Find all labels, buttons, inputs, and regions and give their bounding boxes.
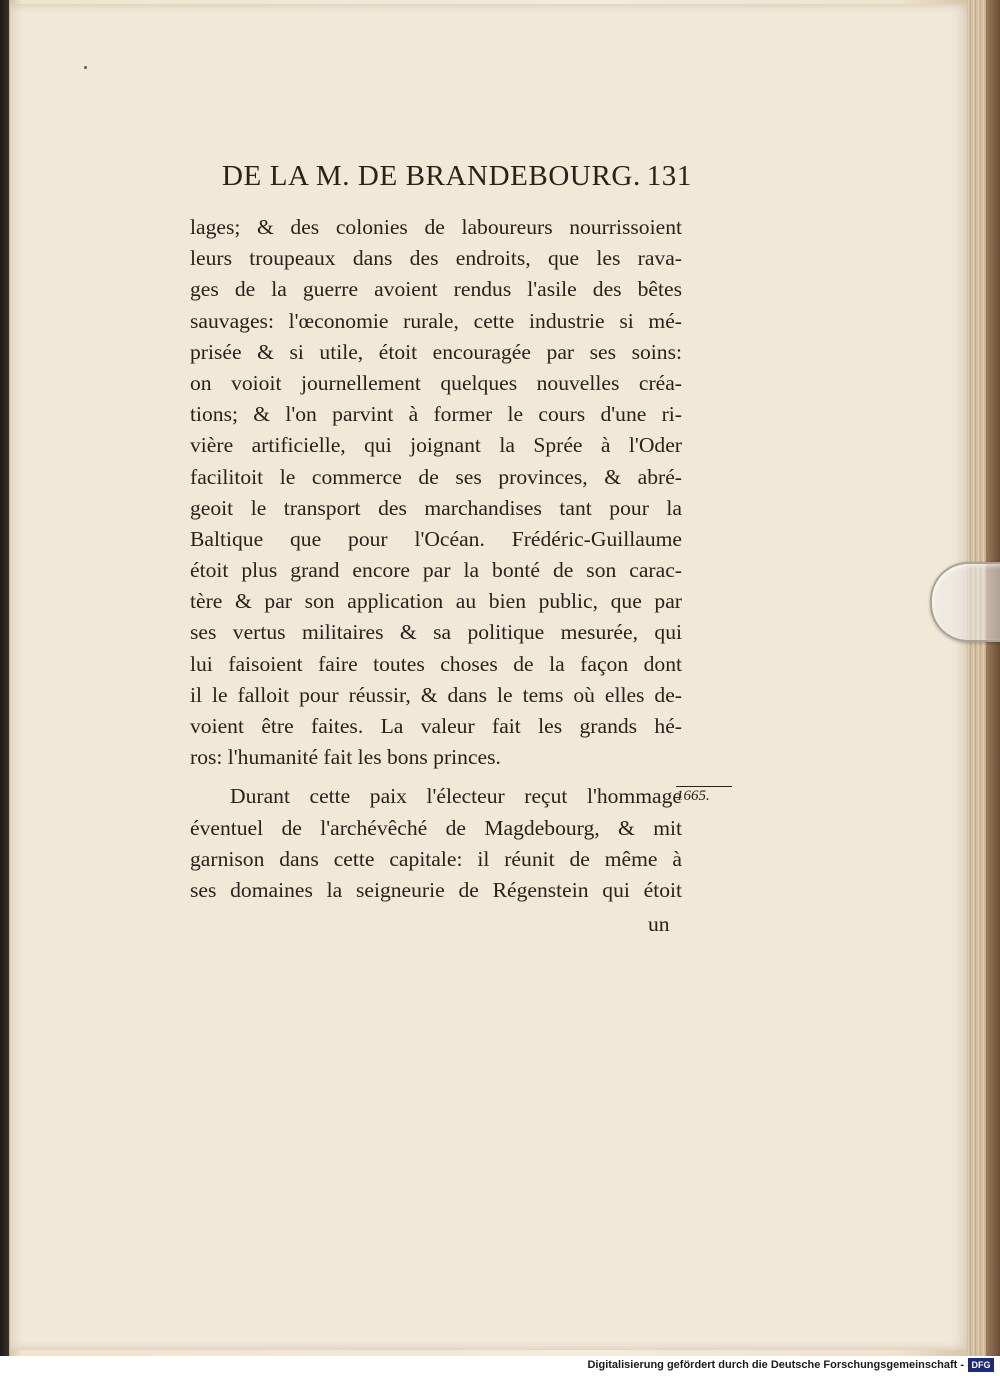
text-line: leurs troupeaux dans des endroits, que les rava- [190, 246, 682, 271]
text-line: éventuel de l'archévêché de Magdebourg, & mit [190, 815, 682, 840]
plastic-clip [930, 562, 1000, 642]
binding-edge [0, 0, 9, 1356]
text-line: ros: l'humanité fait les bons princes. [190, 745, 501, 770]
running-head [222, 160, 692, 193]
text-line: tère & par son application au bien public, que par [190, 589, 682, 614]
cover-edge [986, 0, 1000, 1356]
text-line: ses vertus militaires & sa politique mesurée, qui [190, 620, 682, 645]
body-text [190, 212, 682, 906]
page-number: 131 [646, 160, 692, 192]
margin-date-note: 1665. [676, 786, 732, 805]
text-line: il le falloit pour réussir, & dans le tems où elles de- [190, 682, 682, 707]
text-line: vière artificielle, qui joignant la Sprée à l'Oder [190, 433, 682, 458]
text-line: voient être faites. La valeur fait les grands hé- [190, 714, 682, 738]
text-line: facilitoit le commerce de ses provinces, & abré- [190, 464, 682, 489]
running-head-title: DE LA M. DE BRANDEBOURG. [222, 160, 641, 192]
paper-speck [84, 66, 87, 69]
text-line: Baltique que pour l'Océan. Frédéric-Guillaume [190, 526, 682, 551]
text-line: Durant cette paix l'électeur reçut l'hommage [230, 784, 682, 809]
text-line: garnison dans cette capitale: il réunit de même à [190, 846, 682, 871]
text-line: geoit le transport des marchandises tant pour la [190, 495, 682, 520]
text-line: sauvages: l'œconomie rurale, cette industrie si mé- [190, 308, 682, 333]
text-line: tions; & l'on parvint à former le cours d'une ri- [190, 402, 682, 427]
text-line: prisée & si utile, étoit encouragée par ses soins: [190, 339, 682, 364]
text-line: étoit plus grand encore par la bonté de son carac- [190, 558, 682, 583]
text-line: lages; & des colonies de laboureurs nourrissoient [190, 215, 682, 239]
paragraph-gap [190, 773, 682, 781]
text-line: on voioit journellement quelques nouvelles créa- [190, 370, 682, 395]
text-line: lui faisoient faire toutes choses de la façon dont [190, 651, 682, 676]
text-line: ges de la guerre avoient rendus l'asile des bêtes [190, 277, 682, 302]
digitization-credit: Digitalisierung gefördert durch die Deutsche Forschungsgemeinschaft - [587, 1359, 964, 1371]
catchword: un [648, 912, 670, 936]
text-line: ses domaines la seigneurie de Régenstein qui étoit [190, 877, 682, 902]
dfg-logo: DFG [968, 1358, 994, 1372]
